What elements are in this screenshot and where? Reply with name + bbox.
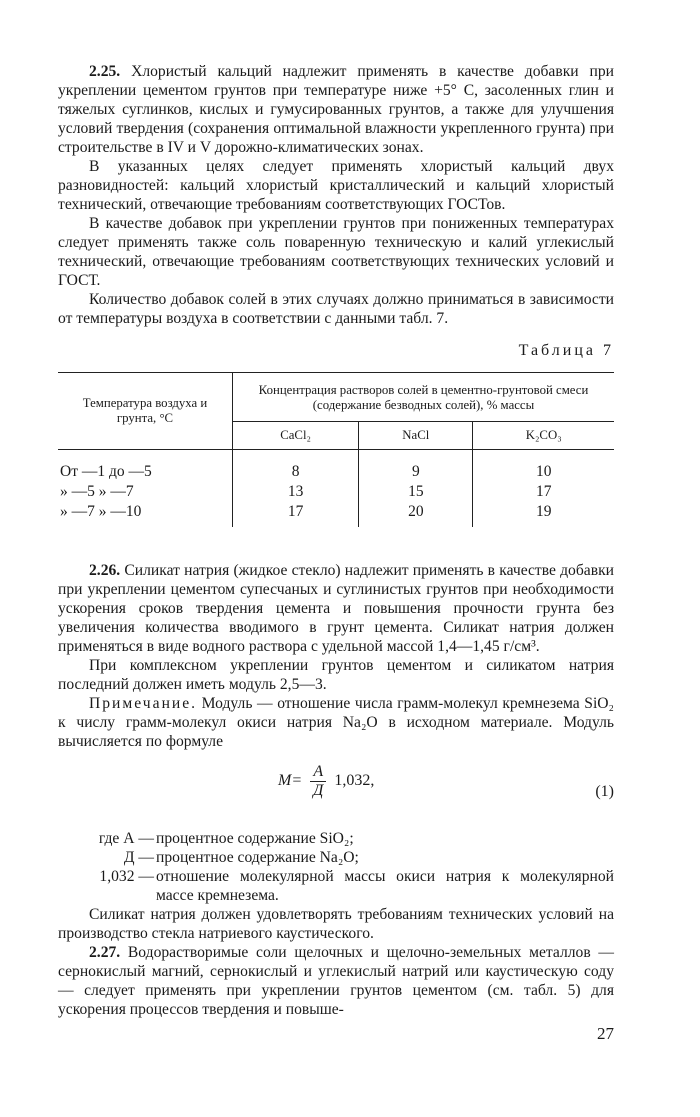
header-k2co3: K₂CO₃ <box>473 422 614 450</box>
paragraph-225-3: В качестве добавок при укреплении грунтов при пониженных температурах следует применять также соль поваренную техническую и калий углекислый технический, отвечающие требованиям соответствующих технических условий и ГОСТ. <box>58 215 614 289</box>
formula-denominator: Д <box>313 782 324 799</box>
cell-nacl: 15 <box>359 481 473 501</box>
definition-row <box>58 867 614 905</box>
definition-value: процентное содержание Na₂O; <box>156 849 359 866</box>
paragraph-226-1 <box>58 561 614 656</box>
paragraph-text: Силикат натрия (жидкое стекло) надлежит применять в качестве добавки при укреплении цементом супесчаных и суглинистых грунтов при необходимости ускорения сроков твердения цемента и повышения прочности грунта без увеличения количества вводимого в грунт цемента. Силикат натрия должен применяться в виде водного раствора с удельной массой 1,4—1,45 г/см³. <box>58 562 614 655</box>
page-body <box>58 62 614 1019</box>
section-number-226: 2.26. <box>89 562 121 579</box>
cell-nacl: 20 <box>359 501 473 527</box>
paragraph-text: Водорастворимые соли щелочных и щелочно-земельных металлов — сернокислый магний, сернокислый и углекислый натрий или каустическую соду — следует применять при укреплении грунтов цементом (см. табл. 5) для ускорения процессов твердения и повыше- <box>58 944 614 1018</box>
definition-row <box>58 829 614 848</box>
section-number-227: 2.27. <box>89 944 121 961</box>
section-number-225: 2.25. <box>89 63 121 80</box>
formula-definitions <box>58 829 614 905</box>
cell-cacl2: 13 <box>287 483 304 500</box>
header-temperature: Температура воздуха и грунта, °С <box>58 373 233 450</box>
table-row <box>58 481 614 501</box>
paragraph-225-4: Количество добавок солей в этих случаях должно приниматься в зависимости от температуры воздуха в соответствии с данными табл. 7. <box>58 291 614 327</box>
paragraph-226-2: При комплексном укреплении грунтов цементом и силикатом натрия последний должен иметь модуль 2,5—3. <box>58 657 614 693</box>
page-number: 27 <box>597 1024 614 1043</box>
paragraph-text: Хлористый кальций надлежит применять в качестве добавки при укреплении цементом грунтов при температуре ниже +5° С, засоленных глин и тяжелых суглинков, кислых и гумусированных грунтов, а также для улучшения условий твердения (сохранения оптимальной влажности укрепленного грунта) при строительстве в IV и V дорожно-климатических зонах. <box>58 63 614 156</box>
equation-number: (1) <box>595 783 614 800</box>
definition-key: 1,032 — <box>99 868 154 885</box>
definition-key: где А — <box>98 830 154 847</box>
cell-cacl2: 8 <box>291 463 300 480</box>
row-label: От —1 до —5 <box>58 450 233 482</box>
formula-coefficient: 1,032, <box>334 772 375 790</box>
header-nacl: NaCl <box>359 422 473 450</box>
formula-expression <box>278 763 374 800</box>
paragraph-sodium-silicate-spec: Силикат натрия должен удовлетворять требованиям технических условий на производство стекла натриевого каустического. <box>58 906 614 942</box>
cell-k2co3: 17 <box>473 481 614 501</box>
cell-cacl2: 17 <box>287 503 304 520</box>
definition-value: процентное содержание SiO₂; <box>156 830 354 847</box>
header-concentration: Концентрация растворов солей в цементно-грунтовой смеси (содержание безводных солей), % массы <box>233 373 615 422</box>
formula-lhs: М= <box>278 772 303 790</box>
definition-row <box>58 848 614 867</box>
table-row <box>58 501 614 527</box>
definition-key: Д — <box>123 849 154 866</box>
cell-nacl: 9 <box>359 450 473 482</box>
formula-fraction <box>310 763 326 800</box>
paragraph-225-2: В указанных целях следует применять хлористый кальций двух разновидностей: кальций хлористый кристаллический и кальций хлористый технический, отвечающие требованиям соответствующих ГОСТов. <box>58 158 614 213</box>
module-formula <box>58 759 614 825</box>
note-paragraph <box>58 694 614 751</box>
cell-k2co3: 10 <box>473 450 614 482</box>
row-label: » —5 » —7 <box>58 481 233 501</box>
paragraph-225-1 <box>58 62 614 157</box>
note-label: Примечание. <box>89 695 198 712</box>
table-row <box>58 450 614 482</box>
salt-concentration-table <box>58 372 614 527</box>
cell-k2co3: 19 <box>473 501 614 527</box>
definition-value: отношение молекулярной массы окиси натрия к молекулярной массе кремнезема. <box>156 868 614 904</box>
row-label: » —7 » —10 <box>58 501 233 527</box>
formula-numerator: А <box>310 763 326 782</box>
table-caption: Таблица 7 <box>518 342 614 359</box>
paragraph-227-1 <box>58 943 614 1019</box>
header-cacl2: CaCl₂ <box>233 422 359 450</box>
note-text: Модуль — отношение числа грамм-молекул кремнезема SiO₂ к числу грамм-молекул окиси натрия Na₂O в исходном материале. Модуль вычисляется по формуле <box>58 695 614 750</box>
